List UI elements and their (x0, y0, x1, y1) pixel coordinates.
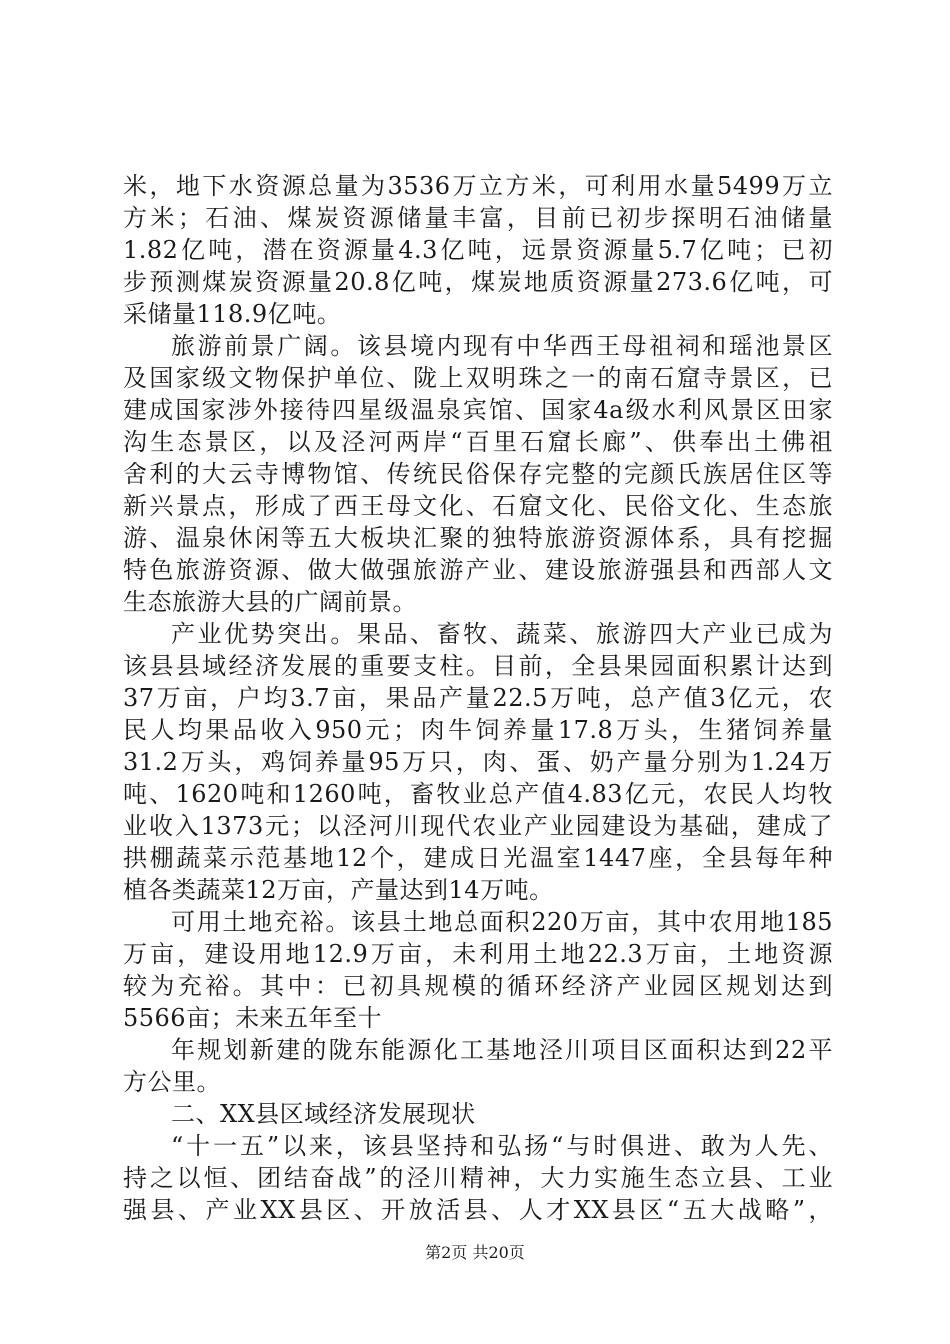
text-line: 吨、1620吨和1260吨，畜牧业总产值4.83亿元，农民人均牧 (123, 780, 833, 808)
text-line: 建成国家涉外接待四星级温泉宾馆、国家4a级水利风景区田家 (123, 396, 833, 424)
text-line: 5566亩；未来五年至十 (123, 1004, 383, 1032)
text-line: 该县县域经济发展的重要支柱。目前，全县果园面积累计达到 (123, 652, 833, 680)
text-line: 方米；石油、煤炭资源储量丰富，目前已初步探明石油储量 (123, 204, 833, 232)
text-line: 旅游前景广阔。该县境内现有中华西王母祖祠和瑶池景区 (171, 332, 833, 360)
text-line: 沟生态景区，以及泾河两岸“百里石窟长廊”、供奉出土佛祖 (123, 428, 833, 456)
text-line: 31.2万头，鸡饲养量95万只，肉、蛋、奶产量分别为1.24万 (123, 748, 833, 776)
text-line: 可用土地充裕。该县土地总面积220万亩，其中农用地185 (171, 908, 833, 936)
text-line: 年规划新建的陇东能源化工基地泾川项目区面积达到22平 (171, 1036, 833, 1064)
page-footer: 第2页 共20页 (425, 1243, 525, 1262)
text-line: 万亩，建设用地12.9万亩，未利用土地22.3万亩，土地资源 (123, 940, 833, 968)
text-line: 新兴景点，形成了西王母文化、石窟文化、民俗文化、生态旅 (123, 492, 833, 520)
text-line: 舍利的大云寺博物馆、传统民俗保存完整的完颜氏族居住区等 (123, 460, 833, 488)
text-line: 二、XX县区域经济发展现状 (171, 1100, 476, 1128)
text-line: 强县、产业XX县区、开放活县、人才XX县区“五大战略”， (123, 1196, 833, 1224)
text-line: 生态旅游大县的广阔前景。 (123, 588, 417, 616)
text-line: 特色旅游资源、做大做强旅游产业、建设旅游强县和西部人文 (123, 556, 833, 584)
text-line: 及国家级文物保护单位、陇上双明珠之一的南石窟寺景区，已 (123, 364, 833, 392)
text-line: 1.82亿吨，潜在资源量4.3亿吨，远景资源量5.7亿吨；已初 (123, 236, 833, 264)
text-line: 持之以恒、团结奋战”的泾川精神，大力实施生态立县、工业 (123, 1164, 833, 1192)
text-line: 植各类蔬菜12万亩，产量达到14万吨。 (123, 876, 554, 904)
text-line: 步预测煤炭资源量20.8亿吨，煤炭地质资源量273.6亿吨，可 (123, 268, 833, 296)
document-body (123, 170, 833, 1226)
text-line: 游、温泉休闲等五大板块汇聚的独特旅游资源体系，具有挖掘 (123, 524, 833, 552)
text-line: 较为充裕。其中：已初具规模的循环经济产业园区规划达到 (123, 972, 833, 1000)
text-line: 拱棚蔬菜示范基地12个，建成日光温室1447座，全县每年种 (123, 844, 833, 872)
text-line: 方公里。 (123, 1068, 221, 1096)
text-line: 民人均果品收入950元；肉牛饲养量17.8万头，生猪饲养量 (123, 716, 833, 744)
text-line: 业收入1373元；以泾河川现代农业产业园建设为基础，建成了 (123, 812, 833, 840)
text-line: 产业优势突出。果品、畜牧、蔬菜、旅游四大产业已成为 (171, 620, 833, 648)
text-line: 采储量118.9亿吨。 (123, 300, 342, 328)
text-line: 37万亩，户均3.7亩，果品产量22.5万吨，总产值3亿元，农 (123, 684, 833, 712)
text-line: “十一五”以来，该县坚持和弘扬“与时俱进、敢为人先、 (171, 1132, 833, 1160)
text-line: 米，地下水资源总量为3536万立方米，可利用水量5499万立 (123, 172, 833, 200)
